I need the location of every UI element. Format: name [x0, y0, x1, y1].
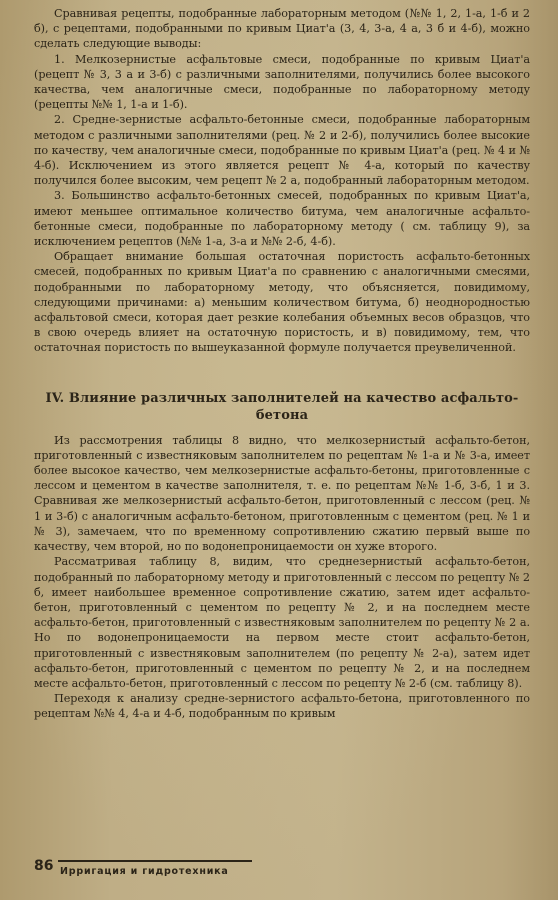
paragraph-transition: Переходя к анализу средне-зернистого асфальто-бетона, приготовленного по рецептам №№ 4, 4-а и 4-б, подобранным по кривым	[34, 692, 530, 721]
page-footer	[34, 858, 334, 882]
paragraph-intro: Сравнивая рецепты, подобранные лабораторным методом (№№ 1, 2, 1-а, 1-б и 2 б), с рецептами, подобранными по кривым Циат'а (3, 4, 3-а, 4 а, 3 б и 4-б), можно сделать следующие выводы:	[34, 7, 530, 51]
paragraph-table8-medium: Рассматривая таблицу 8, видим, что среднезернистый асфальто-бетон, подобранный по лабораторному методу и приготовленный с лессом по рецепту № 2 б, имеет наибольшее временное сопротивление сжатию, затем идет асфальто-бетон, приготовленный с цементом по рецепту № 2, и на последнем месте асфальто-бетон, приготовленный с известняковым заполнителем по рецепту № 2 а. Но по водонепроницаемости на первом месте стоит асфальто-бетон, приготовленный с известняковым заполнителем (по рецепту № 2-а), затем идет асфальто-бетон, приготовленный с цементом по рецепту № 2, и на последнем месте асфальто-бетон, приготовленный с лессом по рецепту № 2-б (см. таблицу 8).	[34, 555, 530, 690]
section-heading: IV. Влияние различных заполнителей на качество асфальто-бетона	[45, 390, 519, 423]
paragraph-conclusion-3: 3. Большинство асфальто-бетонных смесей, подобранных по кривым Циат'а, имеют меньшее оптимальное количество битума, чем аналогичные асфальто-бетонные смеси, подобранные по лабораторному методу ( см. таблицу 9), за исключением рецептов (№№ 1-а, 3-а и №№ 2-б, 4-б).	[34, 189, 530, 249]
page-number: 86	[34, 858, 54, 874]
footer-rule	[58, 860, 252, 862]
body-text	[34, 6, 530, 722]
paragraph-conclusion-2: 2. Средне-зернистые асфальто-бетонные смеси, подобранные лабораторным методом с различными заполнителями (рец. № 2 и 2-б), получились более высокие по качеству, чем аналогичные смеси, подобранные по кривым Циат'а (рец. № 4 и № 4-б). Исключением из этого является рецепт № 4-а, который по качеству получился более высоким, чем рецепт № 2 а, подобранный лабораторным методом.	[34, 113, 531, 188]
paragraph-porosity: Обращает внимание большая остаточная пористость асфальто-бетонных смесей, подобранных по кривым Циат'а по сравнению с аналогичными смесями, подобранными по лабораторному методу, что объясняется, повидимому, следующими причинами: а) меньшим количеством битума, б) неоднородностью асфальтовой смеси, которая дает резкие колебания объемных весов образцов, что в свою очередь влияет на остаточную пористость, и в) повидимому, тем, что остаточная пористость по вышеуказанной формуле получается преувеличенной.	[34, 250, 530, 355]
journal-title: Ирригация и гидротехника	[60, 866, 229, 877]
paragraph-conclusion-1: 1. Мелкозернистые асфальтовые смеси, подобранные по кривым Циат'а (рецепт № 3, 3 а и 3-б) с различными заполнителями, получились более высокого качества, чем аналогичные смеси, подобранные по лабораторному методу (рецепты №№ 1, 1-а и 1-б).	[34, 52, 530, 112]
paragraph-table8-fine: Из рассмотрения таблицы 8 видно, что мелкозернистый асфальто-бетон, приготовленный с известняковым заполнителем по рецептам № 1-а и № 3-а, имеет более высокое качество, чем мелкозернистые асфальто-бетоны, приготовленные с лессом и цементом в качестве заполнителя, т. е. по рецептам №№ 1-б, 3-б, 1 и 3. Сравнивая же мелкозернистый асфальто-бетон, приготовленный с лессом (рец. № 1 и 3-б) с аналогичным асфальто-бетоном, приготовленным с цементом (рец. № 1 и № 3), замечаем, что по временному сопротивлению сжатию первый выше по качеству, чем второй, но по водонепроницаемости он хуже второго.	[34, 433, 530, 554]
